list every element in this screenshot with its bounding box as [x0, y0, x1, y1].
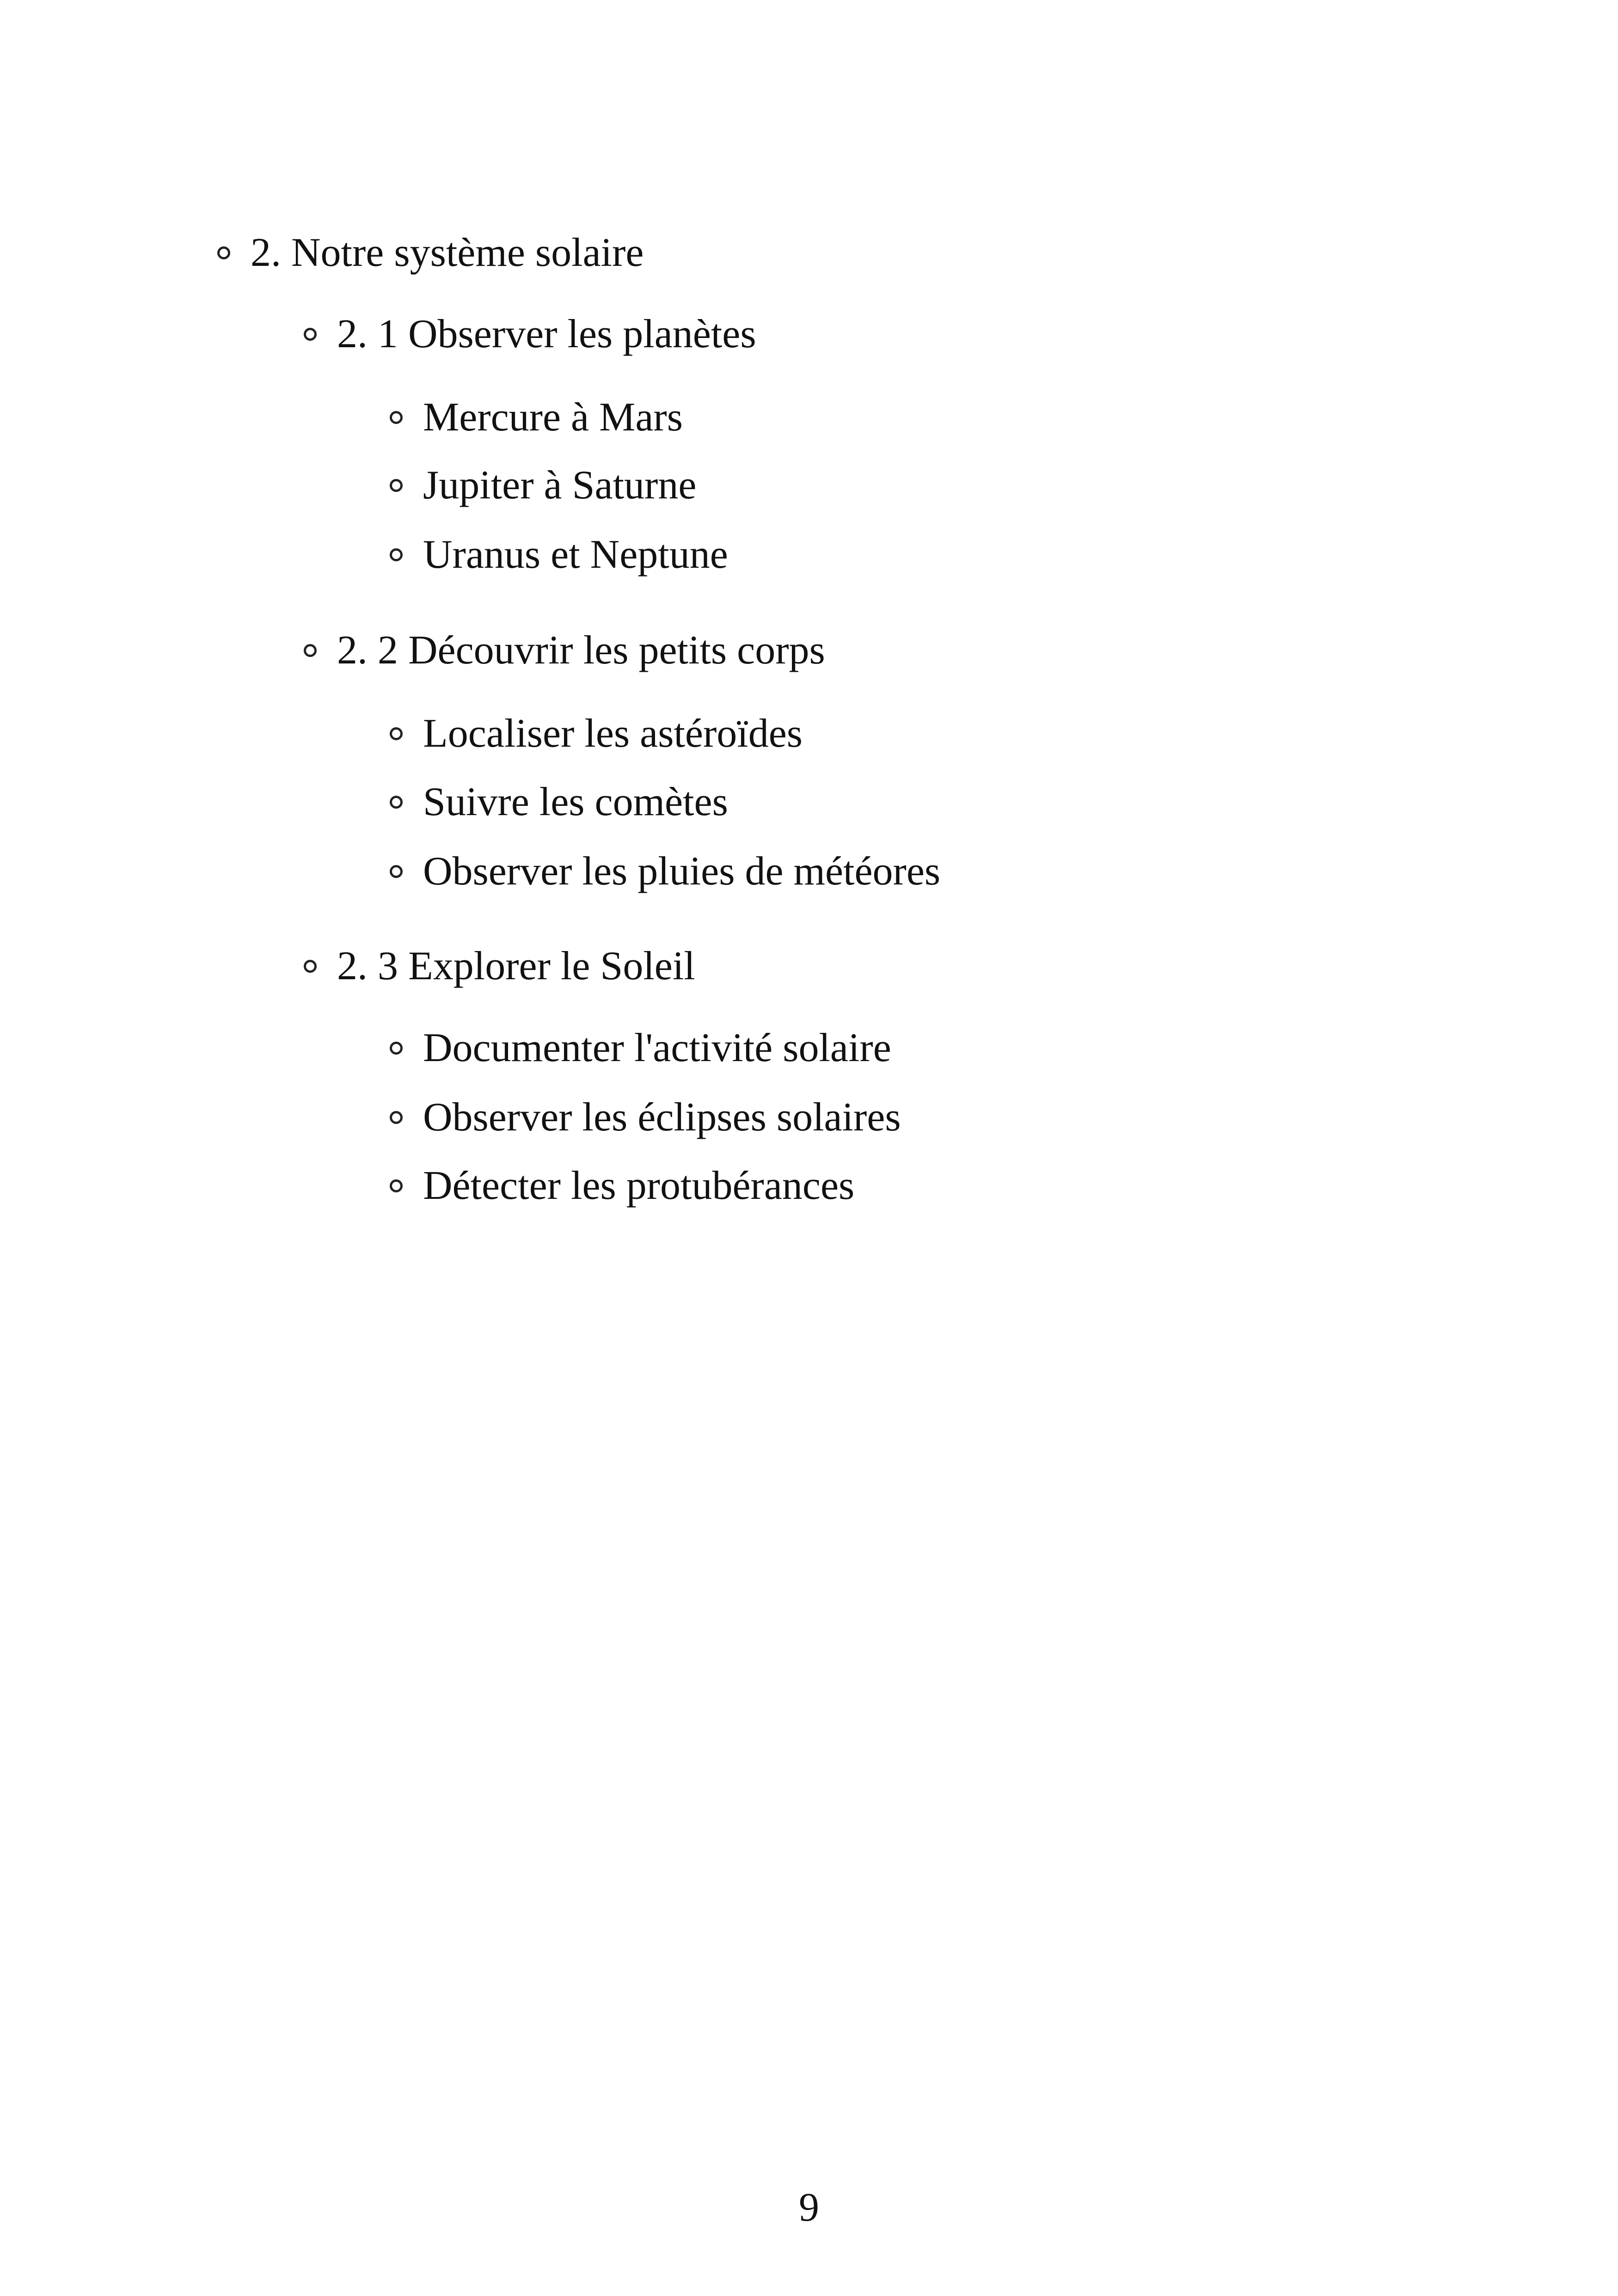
circle-bullet-icon [390, 479, 403, 492]
page-number: 9 [799, 2185, 819, 2230]
circle-bullet-icon [217, 246, 230, 259]
item-label: Observer les éclipses solaires [423, 1095, 901, 1140]
outline-section [217, 230, 644, 276]
item-label: Détecter les protubérances [423, 1163, 855, 1208]
item-label: Suivre les comètes [423, 780, 728, 824]
circle-bullet-icon [390, 1111, 403, 1124]
item-label: Localiser les astéroïdes [423, 711, 803, 756]
circle-bullet-icon [390, 865, 403, 878]
outline-item [390, 462, 696, 509]
outline-item [390, 711, 803, 757]
item-label: Mercure à Mars [423, 395, 683, 440]
outline-item [390, 779, 728, 825]
circle-bullet-icon [390, 411, 403, 424]
circle-bullet-icon [304, 328, 317, 341]
outline-item [390, 394, 683, 441]
item-label: Documenter l'activité solaire [423, 1025, 891, 1070]
subsection-title: 2. 3 Explorer le Soleil [337, 944, 695, 988]
circle-bullet-icon [390, 1042, 403, 1055]
section-title: 2. Notre système solaire [251, 230, 644, 275]
circle-bullet-icon [390, 796, 403, 809]
outline-subsection [304, 943, 695, 989]
item-label: Observer les pluies de météores [423, 849, 941, 894]
outline-item [390, 532, 728, 578]
item-label: Jupiter à Saturne [423, 463, 697, 508]
outline-subsection [304, 311, 756, 357]
item-label: Uranus et Neptune [423, 532, 728, 577]
outline-subsection [304, 627, 825, 674]
circle-bullet-icon [304, 644, 317, 657]
circle-bullet-icon [390, 1179, 403, 1192]
outline-item [390, 1163, 854, 1209]
outline-item [390, 1094, 901, 1141]
subsection-title: 2. 2 Découvrir les petits corps [337, 628, 825, 673]
outline-item [390, 1025, 891, 1071]
subsection-title: 2. 1 Observer les planètes [337, 312, 756, 356]
circle-bullet-icon [304, 960, 317, 973]
outline-item [390, 848, 940, 895]
circle-bullet-icon [390, 548, 403, 561]
circle-bullet-icon [390, 727, 403, 740]
